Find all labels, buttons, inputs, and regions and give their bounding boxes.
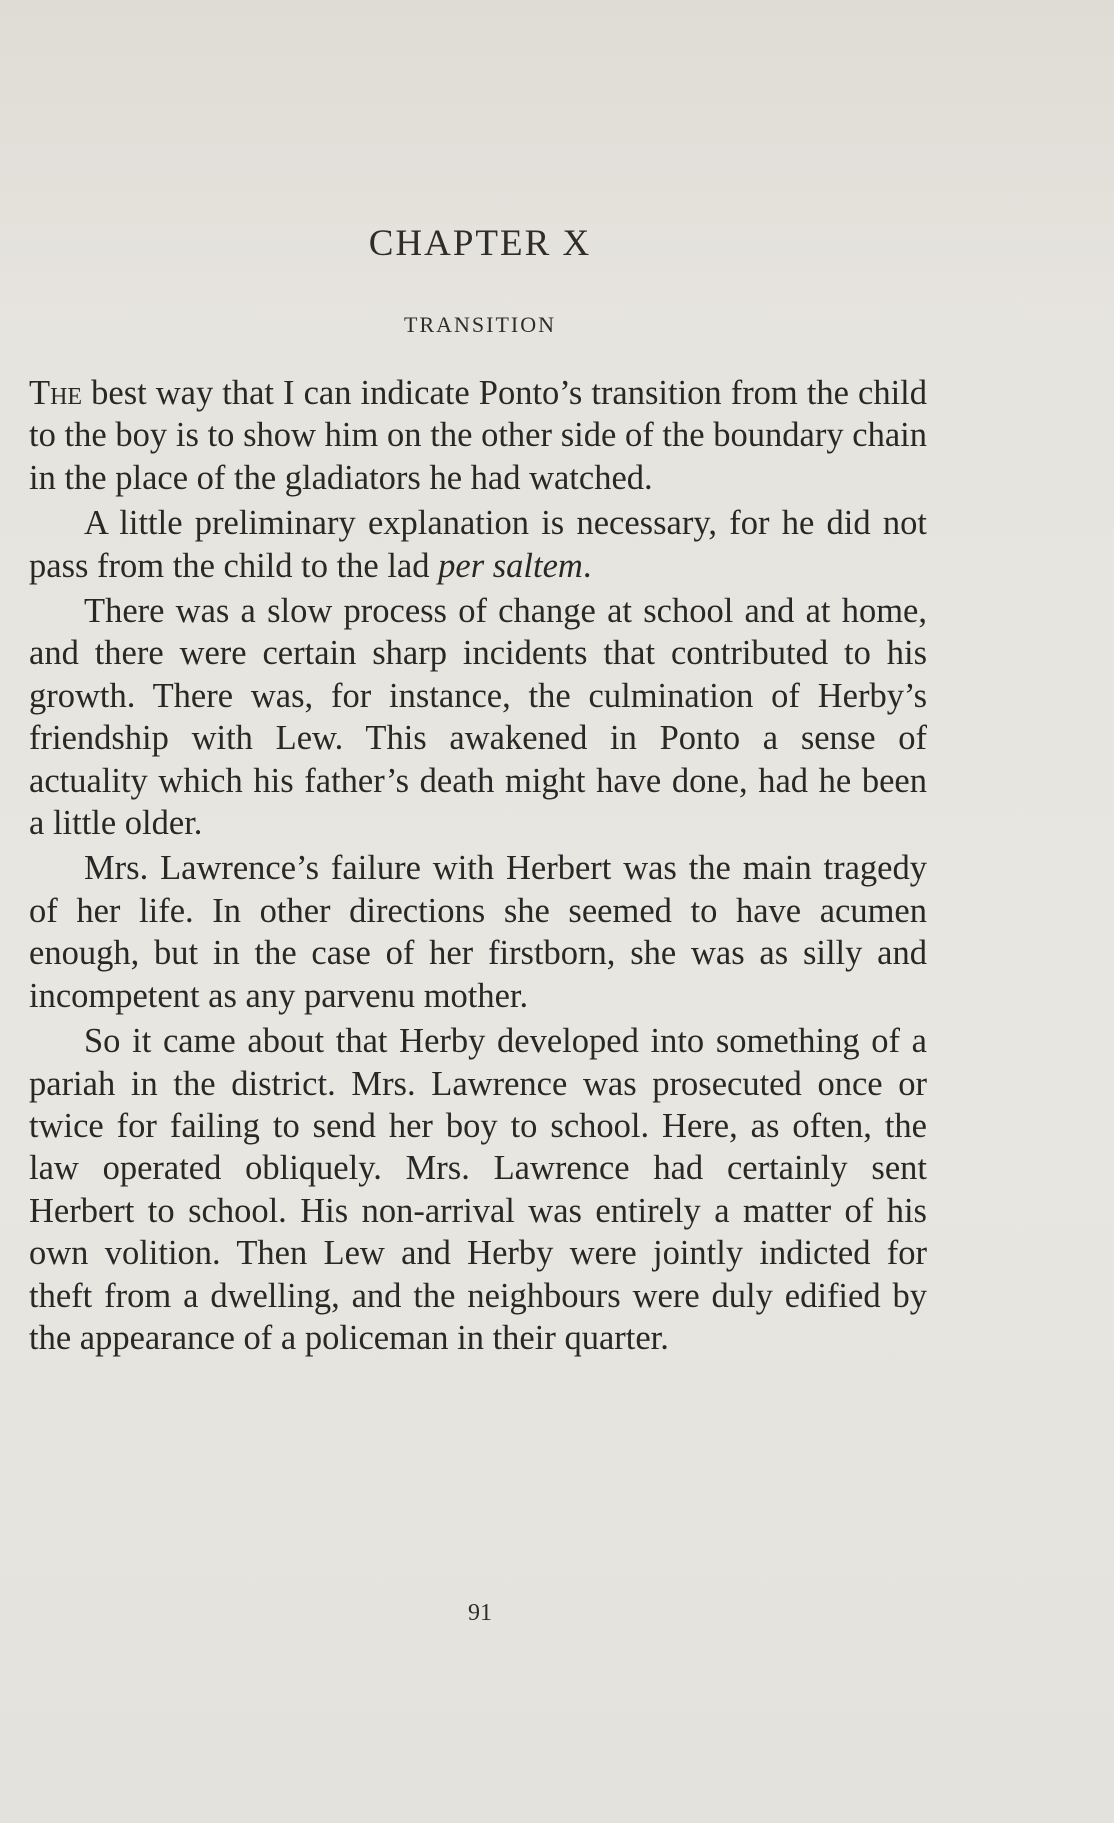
paragraph-text: There was a slow process of change at school and at home, and there were certain sharp incidents that contributed to his growth. There was, for instance, the culmination of Herby’s friendship with Lew. This awakened in Ponto a sense of actuality which his father’s death might have done, had he been a little older.: [29, 592, 927, 843]
paragraph: [29, 590, 927, 844]
paragraph-text: A little preliminary explanation is necessary, for he did not pass from the child to the lad: [29, 504, 927, 585]
page-number: 91: [468, 1600, 492, 1626]
chapter-subtitle: TRANSITION: [404, 312, 556, 337]
body-text: [29, 372, 927, 1362]
paragraph-text: best way that I can indicate Ponto’s transition from the child to the boy is to show him on the other side of the boundary chain in the place of the gladiators he had watched.: [29, 374, 927, 497]
italic-phrase: per saltem: [438, 546, 583, 585]
paragraph: [29, 372, 927, 499]
paragraph-end: .: [582, 546, 592, 585]
paragraph: [29, 847, 927, 1017]
paragraph: [29, 1020, 927, 1359]
lead-word: The: [29, 374, 83, 412]
paragraph-text: So it came about that Herby developed into something of a pariah in the district. Mrs. Lawrence was prosecuted once or twice for failing to send her boy to school. Here, as often, the law operated obliquely. Mrs. Lawrence had certainly sent Herbert to school. His non-arrival was entirely a matter of his own volition. Then Lew and Herby were jointly indicted for theft from a dwelling, and the neighbours were duly edified by the appearance of a policeman in their quarter.: [29, 1022, 927, 1357]
paragraph-text: Mrs. Lawrence’s failure with Herbert was the main tragedy of her life. In other directions she seemed to have acumen enough, but in the case of her firstborn, she was as silly and incompetent as any parvenu mother.: [29, 849, 927, 1015]
paragraph: [29, 502, 927, 587]
chapter-title: CHAPTER X: [368, 223, 592, 264]
